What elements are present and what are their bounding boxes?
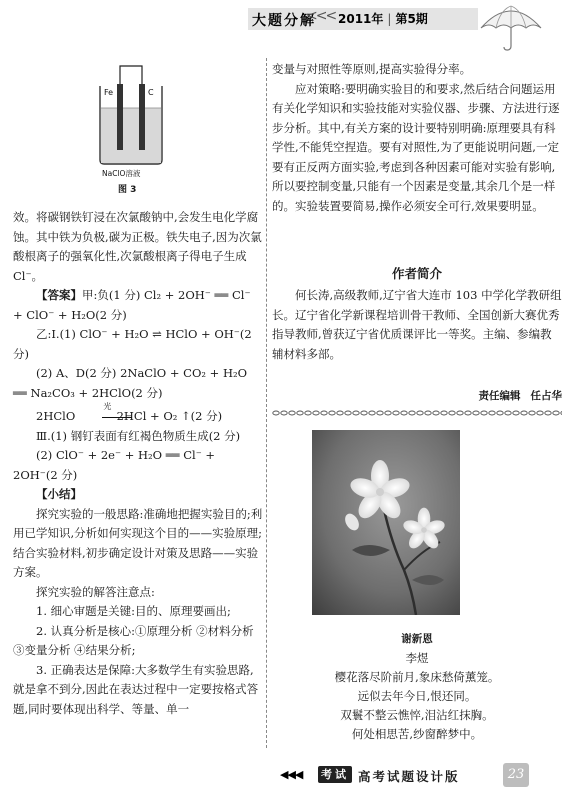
author-heading: 作者简介: [391, 266, 442, 281]
summary-heading: 【小结】: [36, 487, 82, 501]
wire: [120, 66, 142, 92]
issue-number: 第5期: [395, 12, 428, 26]
right-column: [272, 60, 562, 216]
paragraph: 应对策略:要明确实验目的和要求,然后结合问题运用有关化学知识和实验技能对实验仪器、步骤、方法进行逐步分析。其中,有关方案的设计要特别明确:原理要具有科学性,不能凭空捏造。要有对照性,为了更能说明问题,一定要有正反两方面实验,考虑到各种因素可能对实验有影响,所以要控制变量,只能有一个因素是变量,其余几个是一样的。实验装置要简易,操作必须安全可行,效果要明显。: [272, 81, 560, 213]
poem-line: 双鬟不整云憔悴,泪沾红抹胸。: [340, 708, 494, 722]
editor-line: [272, 388, 562, 403]
footer-badge: 考试: [318, 766, 352, 783]
poem-line: 远似去年今日,恨还同。: [357, 689, 477, 703]
paragraph: 效。将碳钢铁钉浸在次氯酸钠中,会发生电化学腐蚀。其中铁为负极,碳为正极。铁失电子,因为次氯酸根离子的强氧化性,次氯酸根离子得电子生成Cl⁻。: [13, 210, 262, 283]
equation-right: 2HCl + O₂ ↑(2 分): [116, 409, 223, 423]
paragraph: 探究实验的解答注意点:: [36, 584, 155, 599]
fe-electrode: [117, 84, 123, 150]
chain-divider: [272, 410, 562, 416]
answer-paragraph: [13, 286, 263, 325]
editor-name: 任占华: [530, 390, 562, 402]
list-item: 3. 正确表达是保障:大多数学生有实验思路,就是拿不到分,因此在表达过程中一定要按格式答题,同时要体现出科学、等量、单一: [13, 662, 259, 716]
paragraph: 变量与对照性等原则,提高实验得分率。: [272, 62, 472, 76]
editor-label: 责任编辑: [478, 390, 521, 402]
chevrons-icon: <<<: [306, 8, 336, 24]
list-item: 1. 细心审题是关键:目的、原理要画出;: [36, 604, 231, 618]
electrolysis-figure: [92, 62, 172, 182]
paragraph: 乙:Ⅰ.(1) ClO⁻ + H₂O ⇌ HClO + OH⁻(2 分): [13, 327, 252, 361]
paragraph: (2) A、D(2 分) 2NaClO + CO₂ + H₂O ══ Na₂CO₃ + 2HClO(2 分): [13, 366, 248, 400]
paragraph: 探究实验的一般思路:准确地把握实验目的;利用已学知识,分析如何实现这个目的——实验原理;结合实验材料,初步确定设计对策及思路——实验方案。: [13, 506, 263, 579]
solution-liquid: [101, 108, 161, 163]
poem-line: 樱花落尽阶前月,象床愁倚薰笼。: [334, 670, 500, 684]
flower-photo: [312, 430, 460, 615]
c-label: C: [148, 88, 154, 97]
issue-year: 2011年: [338, 12, 384, 26]
umbrella-icon: [478, 2, 544, 52]
poem-title: 谢新恩: [401, 633, 433, 645]
issue-info: 2011年 | 第5期: [338, 12, 428, 26]
paragraph: Ⅲ.(1) 钢钉表面有红褐色物质生成(2 分): [36, 428, 241, 443]
answer-label: 【答案】: [36, 288, 82, 302]
condition-label: 光: [103, 402, 112, 411]
page-number: 23: [503, 763, 529, 787]
column-divider: [266, 58, 267, 748]
figure-caption: 图 3: [118, 185, 137, 195]
poem-author: 李煜: [405, 651, 429, 665]
paragraph: (2) ClO⁻ + 2e⁻ + H₂O ══ Cl⁻ + 2OH⁻(2 分): [13, 448, 216, 482]
footer-title: 高考试题设计版: [358, 769, 460, 784]
list-item: 2. 认真分析是核心:①原理分析 ②材料分析 ③变量分析 ④结果分析;: [13, 623, 254, 657]
poem: [272, 630, 562, 744]
author-bio: 何长涛,高级教师,辽宁省大连市 103 中学化学教研组长。辽宁省化学新课程培训骨干教师、全国创新大赛优秀指导教师,曾获辽宁省优质课评比一等奖。主编、参编教辅材料多部。: [272, 288, 562, 361]
author-bio-block: [272, 286, 562, 364]
solution-label: NaClO溶液: [102, 169, 141, 178]
poem-line: 何处相思苦,纱窗醉梦中。: [351, 727, 483, 741]
fe-label: Fe: [104, 88, 114, 97]
footer-arrows-icon: ◀◀◀: [280, 768, 303, 781]
photo-equation: [13, 402, 263, 427]
c-electrode: [139, 84, 145, 150]
light-arrow: [79, 402, 113, 427]
answer-text: 甲:负(1 分) Cl₂ + 2OH⁻ ══ Cl⁻ + ClO⁻ + H₂O(2 分): [13, 288, 251, 322]
left-column: [13, 208, 263, 719]
series-title: 大题分解: [252, 13, 316, 29]
equation-left: 2HClO: [36, 409, 76, 423]
